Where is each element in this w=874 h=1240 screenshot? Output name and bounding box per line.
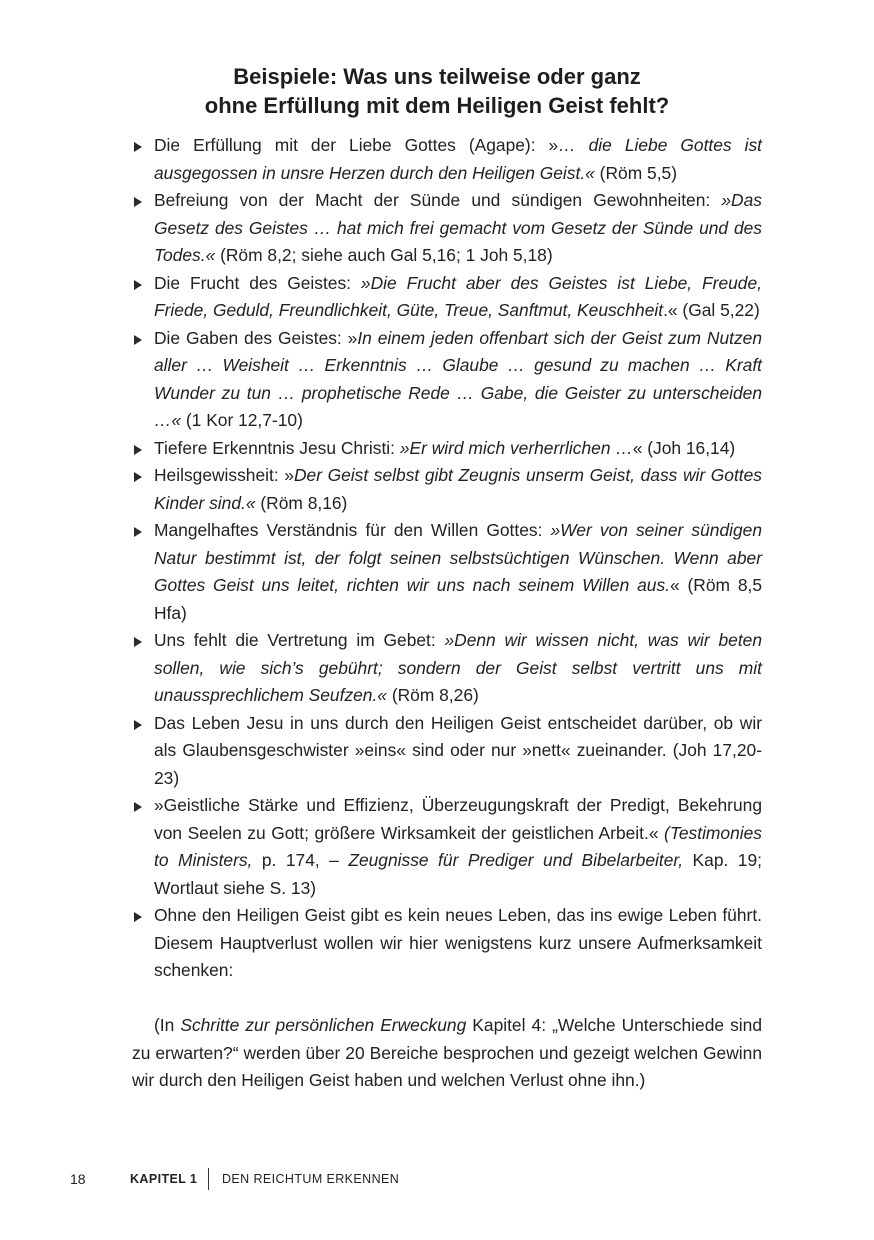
heading-line-2: ohne Erfüllung mit dem Heiligen Geist fehlt? (204, 93, 670, 118)
triangle-bullet-icon (134, 802, 142, 812)
footer-divider (208, 1168, 209, 1190)
list-item: Das Leben Jesu in uns durch den Heiligen Geist entscheidet darüber, ob wir als Glaubensgeschwister »eins« sind oder nur »nett« zueinander. (Joh 17,20-23) (132, 710, 762, 793)
triangle-bullet-icon (134, 197, 142, 207)
triangle-bullet-icon (134, 335, 142, 345)
examples-list (132, 132, 762, 985)
section-heading (90, 62, 784, 120)
page-footer (0, 1168, 874, 1192)
list-item: Ohne den Heiligen Geist gibt es kein neues Leben, das ins ewige Leben führt. Diesem Hauptverlust wollen wir hier wenigstens kurz unsere Aufmerksamkeit schenken: (132, 902, 762, 985)
triangle-bullet-icon (134, 445, 142, 455)
triangle-bullet-icon (134, 142, 142, 152)
triangle-bullet-icon (134, 637, 142, 647)
book-reference: Schritte zur persönlichen Erweckung (180, 1015, 467, 1035)
closing-paragraph: (In Schritte zur persönlichen Erweckung Kapitel 4: „Welche Unterschiede sind zu erwarten?“ werden über 20 Bereiche besprochen und gezeigt welchen Gewinn wir durch den Heiligen Geist haben und welchen Verlust ohne ihn.) (132, 1015, 762, 1090)
list-item: Heilsgewissheit: »Der Geist selbst gibt Zeugnis unserm Geist, dass wir Gottes Kinder sind.« (Röm 8,16) (132, 462, 762, 517)
triangle-bullet-icon (134, 720, 142, 730)
list-item: Mangelhaftes Verständnis für den Willen Gottes: »Wer von seiner sündigen Natur bestimmt ist, der folgt seinen selbstsüchtigen Wünschen. Wenn aber Gottes Geist uns leitet, richten wir uns nach seinem Willen aus.« (Röm 8,5 Hfa) (132, 517, 762, 627)
triangle-bullet-icon (134, 527, 142, 537)
list-item: Die Frucht des Geistes: »Die Frucht aber des Geistes ist Liebe, Freude, Friede, Geduld, Freundlichkeit, Güte, Treue, Sanftmut, Keuschheit.« (Gal 5,22) (132, 270, 762, 325)
heading-line-1: Beispiele: Was uns teilweise oder ganz (233, 64, 641, 89)
list-item: Befreiung von der Macht der Sünde und sündigen Gewohnheiten: »Das Gesetz des Geistes … hat mich frei gemacht vom Gesetz der Sünde und des Todes.« (Röm 8,2; siehe auch Gal 5,16; 1 Joh 5,18) (132, 187, 762, 270)
list-item: Uns fehlt die Vertretung im Gebet: »Denn wir wissen nicht, was wir beten sollen, wie sich’s gebührt; sondern der Geist selbst vertritt uns mit unaussprechlichem Seufzen.« (Röm 8,26) (132, 627, 762, 710)
chapter-label: KAPITEL 1 (130, 1172, 198, 1186)
triangle-bullet-icon (134, 912, 142, 922)
triangle-bullet-icon (134, 472, 142, 482)
triangle-bullet-icon (134, 280, 142, 290)
list-item: »Geistliche Stärke und Effizienz, Überzeugungskraft der Predigt, Bekehrung von Seelen zu Gott; größere Wirksamkeit der geistlichen Arbeit.« (Testimonies to Ministers, p. 174, – Zeugnisse für Prediger und Bibelarbeiter, Kap. 19; Wortlaut siehe S. 13) (132, 792, 762, 902)
list-item: Tiefere Erkenntnis Jesu Christi: »Er wird mich verherrlichen …« (Joh 16,14) (132, 435, 762, 463)
page-number: 18 (70, 1171, 86, 1187)
list-item: Die Gaben des Geistes: »In einem jeden offenbart sich der Geist zum Nutzen aller … Weisheit … Erkenntnis … Glaube … gesund zu machen … Kraft Wunder zu tun … prophetische Rede … Gabe, die Geister zu unterscheiden …« (1 Kor 12,7-10) (132, 325, 762, 435)
list-item: Die Erfüllung mit der Liebe Gottes (Agape): »… die Liebe Gottes ist ausgegossen in unsre Herzen durch den Heiligen Geist.« (Röm 5,5) (132, 132, 762, 187)
chapter-title: DEN REICHTUM ERKENNEN (222, 1172, 400, 1186)
